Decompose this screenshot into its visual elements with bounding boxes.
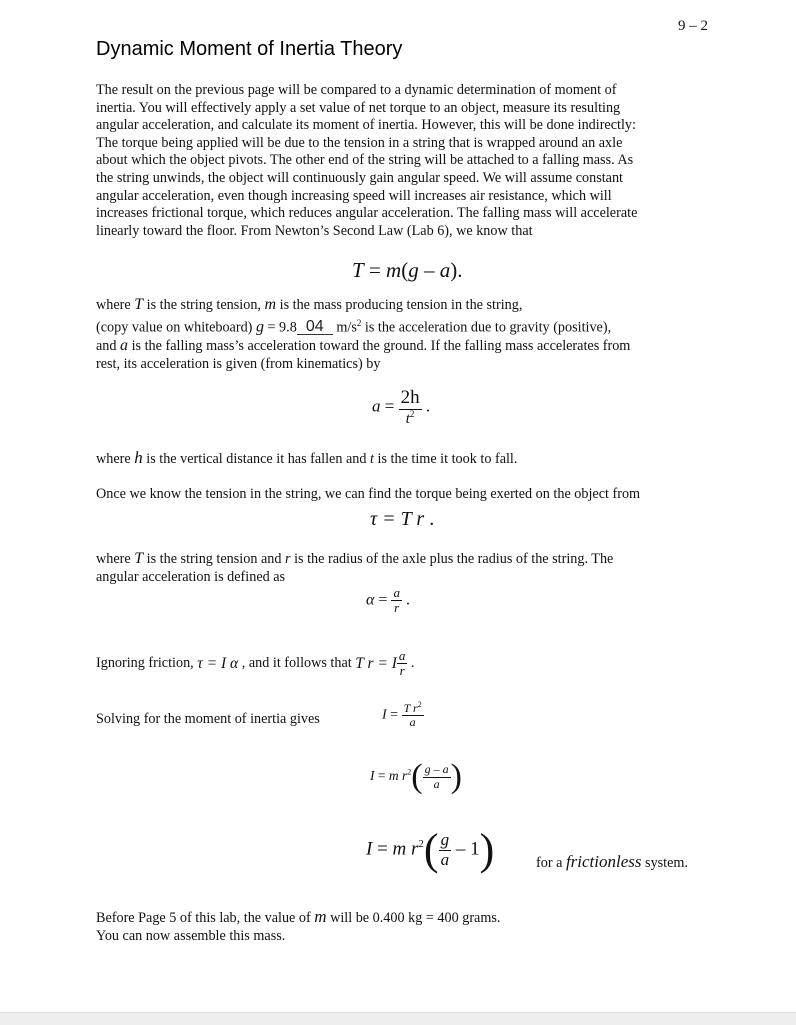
ignoring-fraction: $\frac{a}{r}$ [398, 648, 406, 679]
inertia-equation-2: I = m $r^2$( $\frac{g - a}{a}$ ) [370, 758, 462, 795]
kinematics-line: rest, its acceleration is given (from kinematics) by [96, 355, 381, 372]
inertia-equation-3: I = m $r^2$( $\frac{g}{a}$ – 1) [366, 825, 495, 874]
intro-line: angular acceleration, and calculate its moment of inertia. However, this will be done indirectly: [96, 117, 636, 134]
accel-def-line: and a is the falling mass’s acceleration toward the ground. If the falling mass accelerates from [96, 336, 631, 354]
solving-text: Solving for the moment of inertia gives [96, 711, 320, 727]
frictionless-note: for a frictionless system. [536, 852, 689, 871]
alpha-equation: α = $\frac{a}{r}$ . [366, 585, 410, 616]
distance-time-line: where h is the vertical distance it has fallen and t is the time it took to fall. [96, 448, 518, 467]
intro-line: increases frictional torque, which reduces angular acceleration. The falling mass will accelerate [96, 205, 638, 222]
alpha-fraction: $\frac{a}{r}$ [393, 585, 400, 616]
closing-paragraph: Before Page 5 of this lab, the value of m will be 0.400 kg = 400 grams. You can now assemble this mass. [96, 907, 501, 944]
tension-def-line: where T is the string tension, m is the mass producing tension in the string, [96, 296, 523, 313]
intro-line: about which the object pivots. The other end of the string will be attached to a falling mass. As [96, 152, 634, 169]
intro-line: angular acceleration, even though increasing speed will increases air resistance, which will [96, 187, 612, 204]
gravity-line: (copy value on whiteboard) g = 9.8 04 $m/s^2$ is the acceleration due to gravity (positive), [96, 317, 612, 336]
page-number: 9 – 2 [678, 18, 708, 34]
handwritten-digits: 04 [297, 319, 333, 335]
torque-intro-line: Once we know the tension in the string, we can find the torque being exerted on the object from [96, 486, 641, 502]
tension-equation: T = m(g – a). [352, 258, 463, 282]
radius-definitions: where T is the string tension and r is the radius of the axle plus the radius of the string. The angular acceleration is defined as [96, 550, 614, 585]
ignoring-friction-line: Ignoring friction, τ = I α , and it follows that T r = I $\frac{a}{r}$ . [96, 648, 415, 679]
viewer-bottom-bar [0, 1012, 796, 1025]
page-title: Dynamic Moment of Inertia Theory [96, 38, 403, 60]
intro-line: linearly toward the floor. From Newton’s Second Law (Lab 6), we know that [96, 222, 533, 239]
accel-fraction: $\frac{2h}{t^2}$ [400, 387, 420, 427]
intro-paragraph [96, 82, 716, 240]
intro-line: The torque being applied will be due to the tension in a string that is wrapped around an axle [96, 134, 623, 151]
intro-line: The result on the previous page will be compared to a dynamic determination of moment of [96, 82, 617, 98]
tension-definitions [96, 296, 716, 373]
intro-line: the string unwinds, the object will continuously gain angular speed. We will assume constant [96, 169, 623, 186]
intro-line: inertia. You will effectively apply a set value of net torque to an object, measure its resulting [96, 99, 621, 116]
torque-equation: τ = T r . [370, 508, 435, 530]
acceleration-equation: a = $\frac{2h}{t^2}$ . [372, 387, 431, 427]
inertia-equation-1: I = $\frac{T r^2}{a}$ [382, 700, 422, 730]
